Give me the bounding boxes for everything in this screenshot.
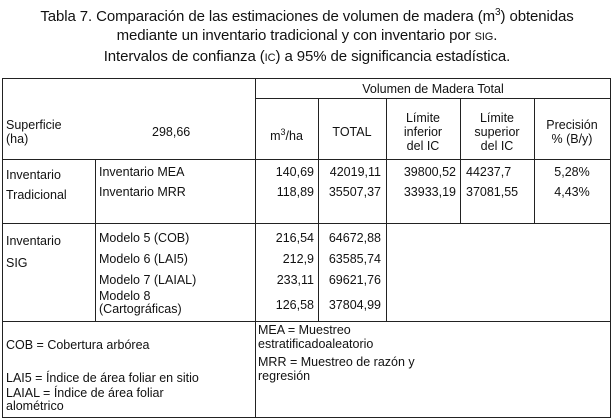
cell-upper: 37081,55 — [466, 185, 519, 199]
cell-total: 69621,76 — [328, 273, 381, 287]
cell-m3ha: 140,69 — [275, 165, 314, 179]
group-label-traditional: Inventario Tradicional — [6, 168, 67, 202]
cell-m3ha: 216,54 — [275, 231, 314, 245]
cell-m3ha: 126,58 — [275, 298, 314, 312]
footnote-laial: LAIAL = Índice de área foliar alométrico — [6, 386, 164, 413]
rule-header-bottom — [2, 159, 611, 160]
superficie-label: Superficie (ha) — [6, 118, 62, 146]
caption-line-1: Tabla 7. Comparación de las estimaciones de volumen de madera $(m^3)$ obtenidas — [40, 7, 574, 25]
table-caption — [0, 3, 614, 68]
rule-bottom — [2, 417, 611, 418]
col-header-lower: Límite inferior del IC — [403, 111, 443, 153]
superficie-value: 298,66 — [152, 125, 191, 139]
caption-line-3: Intervalos de confianza (IC) a 95% de significancia estadística. — [103, 48, 511, 65]
cell-total: 42019,11 — [329, 165, 381, 179]
rule-sig-bottom — [2, 321, 611, 322]
footnote-mrr: MRR = Muestreo de razón y regresión — [258, 355, 415, 383]
cell-m3ha: 118,89 — [276, 185, 314, 199]
rule-after-upper — [534, 98, 535, 223]
rule-right — [610, 78, 611, 417]
row-name: Modelo 6 (LAI5) — [99, 252, 188, 266]
col-header-upper: Límite superior del IC — [474, 111, 520, 153]
cell-lower: 39800,52 — [403, 165, 456, 179]
row-name: Modelo 8 (Cartográficas) — [99, 289, 182, 316]
cell-m3ha: 212,9 — [282, 252, 314, 266]
group-label-sig: Inventario SIG — [6, 234, 61, 270]
rule-after-group — [95, 159, 96, 321]
col-header-precision: Precisión % (B/y) — [546, 118, 598, 146]
footnote-cob: COB = Cobertura arbórea — [6, 338, 150, 352]
cell-total: 37804,99 — [328, 298, 381, 312]
rule-top — [2, 78, 611, 79]
cell-lower: 33933,19 — [403, 185, 456, 199]
cell-total: 64672,88 — [328, 231, 381, 245]
footnote-lai5: LAI5 = Índice de área foliar en sitio — [6, 371, 199, 385]
row-name: Inventario MRR — [99, 185, 186, 199]
rule-traditional-bottom — [2, 223, 611, 224]
rule-left — [2, 78, 3, 417]
rule-group-header — [255, 98, 611, 99]
footnote-mea: MEA = Muestreo estratificadoaleatorio — [258, 323, 374, 351]
cell-total: 63585,74 — [328, 252, 381, 266]
caption-line-2: mediante un inventario tradicional y con inventario por SIG. — [116, 27, 498, 44]
col-header-m3ha: $m^3/ha$ — [270, 127, 303, 144]
group-header: Volumen de Madera Total — [362, 82, 504, 96]
row-name: Modelo 5 (COB) — [99, 231, 190, 245]
cell-precision: 4,43% — [554, 185, 590, 199]
cell-total: 35507,37 — [328, 185, 381, 199]
cell-upper: 44237,7 — [466, 165, 512, 179]
row-name: Modelo 7 (LAIAL) — [99, 273, 197, 287]
cell-precision: 5,28% — [554, 165, 590, 179]
cell-m3ha: 233,11 — [276, 273, 314, 287]
col-header-total: TOTAL — [332, 125, 372, 139]
row-name: Inventario MEA — [99, 165, 185, 179]
rule-footnote-split — [255, 321, 256, 417]
